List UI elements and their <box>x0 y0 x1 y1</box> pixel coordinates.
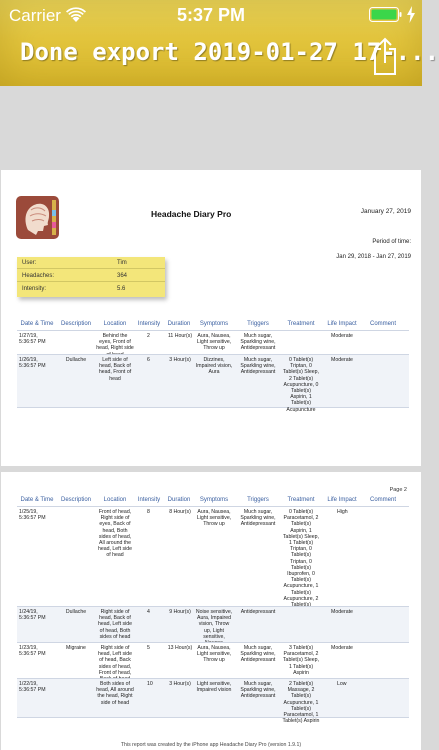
col-description: Description <box>60 321 91 327</box>
summary-row-intensity <box>17 283 165 295</box>
summary-key: Headaches: <box>22 273 55 279</box>
col-date: Date & Time <box>20 497 54 503</box>
col-life-impact: Life Impact <box>327 321 357 327</box>
cell-life-impact: Moderate <box>331 357 353 363</box>
period-value: Jan 29, 2018 - Jan 27, 2019 <box>336 254 411 260</box>
cell-date: 1/24/19, 5:36:57 PM <box>19 609 46 622</box>
page-number: Page 2 <box>389 487 407 493</box>
cell-symptoms: Dizzines, Impaired vision, Aura <box>195 357 233 376</box>
report-footer: This report was created by the iPhone app Headache Diary Pro (version 1.9.1) <box>120 742 302 748</box>
table-row <box>17 354 409 413</box>
table-row <box>17 678 409 725</box>
cell-intensity: 8 <box>147 509 150 515</box>
charging-icon <box>406 6 416 23</box>
cell-date: 1/25/19, 5:36:57 PM <box>19 509 46 522</box>
col-intensity: Intensity <box>137 321 161 327</box>
table-row <box>17 506 409 606</box>
cell-triggers: Much sugar, Sparkling wine, Antidepressant <box>240 357 276 376</box>
cell-life-impact: Moderate <box>331 333 353 339</box>
cell-location: Front of head, Right side of eyes, Back of head, Both sides of head, All around the head, Left side of head <box>97 509 133 559</box>
cell-description: Migraine <box>66 645 86 651</box>
report-page-2 <box>1 472 421 750</box>
summary-row-headaches <box>17 270 165 282</box>
table-row <box>17 642 409 678</box>
col-location: Location <box>103 497 127 503</box>
nav-bar <box>0 0 439 86</box>
col-triggers: Triggers <box>247 321 269 327</box>
col-treatment: Treatment <box>287 321 315 327</box>
cell-location: Behind the eyes, Front of head, Right side <box>96 333 134 352</box>
col-comment: Comment <box>369 497 396 503</box>
cell-intensity: 4 <box>147 609 150 615</box>
col-symptoms: Symptoms <box>199 321 229 327</box>
summary-value: 5.6 <box>117 286 126 292</box>
cell-triggers: Much sugar, Sparkling wine, Antidepressant <box>240 333 276 352</box>
nav-title: Done export 2019-01-27 17-... <box>20 38 439 66</box>
battery-icon <box>369 7 403 22</box>
status-time: 5:37 PM <box>176 5 246 25</box>
report-title: Headache Diary Pro <box>151 209 232 219</box>
col-location: Location <box>103 321 127 327</box>
cell-symptoms: Aura, Nausea, Light sensitive, Throw up <box>196 509 232 528</box>
summary-key: User: <box>22 260 37 266</box>
cell-triggers: Much sugar, Sparkling wine, Antidepressant <box>240 645 276 664</box>
cell-symptoms: Light sensitive, Impaired vision <box>196 681 232 694</box>
summary-row-user <box>17 257 165 269</box>
cell-intensity: 6 <box>147 357 150 363</box>
share-button[interactable] <box>370 36 400 76</box>
cell-life-impact: High <box>337 509 348 515</box>
cell-treatment: 0 Tablet(s) Triptan, 0 Tablet(s) Sleep, 2 Tablet(s) Acupuncture, 0 Tablet(s) Aspirin, 1 Tablet(s) Acupuncture <box>282 357 320 413</box>
summary-value: Tim <box>117 260 127 266</box>
cell-date: 1/27/19, 5:36:57 PM <box>19 333 46 346</box>
cell-duration: 3 Hour(s) <box>169 681 191 687</box>
carrier-label: Carrier <box>9 6 61 25</box>
cell-date: 1/23/19, 5:36:57 PM <box>19 645 46 658</box>
cell-triggers: Antidepressant <box>240 609 276 615</box>
cell-life-impact: Moderate <box>331 645 353 651</box>
col-duration: Duration <box>167 497 191 503</box>
cell-date: 1/22/19, 5:36:57 PM <box>19 681 46 694</box>
cell-duration: 11 Hour(s) <box>167 333 193 339</box>
cell-duration: 13 Hour(s) <box>167 645 193 651</box>
share-icon <box>375 39 395 74</box>
summary-key: Intensity: <box>22 286 47 292</box>
summary-note <box>17 257 165 297</box>
cell-treatment: 3 Tablet(s) Paracetamol, 2 Tablet(s) Sleep, 1 Tablet(s) Aspirin <box>282 645 320 676</box>
cell-location: Both sides of head, All around the head, Right side of head <box>96 681 134 706</box>
cell-symptoms: Noise sensitive, Aura, Impaired vision, Throw up, Light sensitive, <box>195 609 233 640</box>
cell-life-impact: Low <box>337 681 347 687</box>
col-duration: Duration <box>167 321 191 327</box>
cell-duration: 8 Hour(s) <box>169 509 191 515</box>
col-date: Date & Time <box>20 321 54 327</box>
cell-date: 1/26/19, 5:36:57 PM <box>19 357 46 370</box>
cell-intensity: 5 <box>147 645 150 651</box>
cell-intensity: 10 <box>147 681 153 687</box>
cell-symptoms: Aura, Nausea, Light sensitive, Throw up <box>196 645 232 664</box>
report-date: January 27, 2019 <box>360 208 411 215</box>
period-label: Period of time: <box>372 239 411 245</box>
col-treatment: Treatment <box>287 497 315 503</box>
cell-triggers: Much sugar, Sparkling wine, Antidepressant <box>240 509 276 528</box>
cell-duration: 9 Hour(s) <box>169 609 191 615</box>
app-logo-icon <box>16 196 59 239</box>
summary-value: 364 <box>117 273 128 279</box>
cell-intensity: 2 <box>147 333 150 339</box>
report-page-1 <box>1 170 421 466</box>
cell-location: Right side of head, Left side of head, Back sides of head, Front of head, <box>97 645 133 676</box>
cell-description: Dullache <box>65 609 87 615</box>
table-row <box>17 606 409 642</box>
col-life-impact: Life Impact <box>327 497 357 503</box>
status-bar <box>0 0 422 30</box>
col-description: Description <box>60 497 91 503</box>
cell-location: Right side of head, Back of head, Left side of head, Both sides of head <box>97 609 133 640</box>
col-comment: Comment <box>369 321 396 327</box>
cell-symptoms: Aura, Nausea, Light sensitive, Throw up <box>196 333 232 352</box>
col-intensity: Intensity <box>137 497 161 503</box>
col-symptoms: Symptoms <box>199 497 229 503</box>
cell-life-impact: Moderate <box>331 609 353 615</box>
cell-description: Dullache <box>65 357 87 363</box>
cell-treatment: 2 Tablet(s) Massage, 2 Tablet(s) Acupuncture, 1 Tablet(s) Paracetamol, 1 Tablet(s) Aspirin <box>282 681 320 725</box>
col-triggers: Triggers <box>247 497 269 503</box>
cell-treatment: 0 Tablet(s) Paracetamol, 2 Tablet(s) Aspirin, 1 Tablet(s) Sleep, 1 Tablet(s) Triptan, 0 Tablet(s) Triptan, 0 Tablet(s) Ibuprofen, 0 Tablet(s) Acupuncture, 1 Tablet(s) Acupuncture, 2 <box>282 509 320 602</box>
cell-triggers: Much sugar, Sparkling wine, Antidepressant <box>240 681 276 700</box>
cell-location: Left side of head, Back of head, Front of head <box>98 357 132 382</box>
cell-duration: 3 Hour(s) <box>169 357 191 363</box>
table-row <box>17 330 409 354</box>
